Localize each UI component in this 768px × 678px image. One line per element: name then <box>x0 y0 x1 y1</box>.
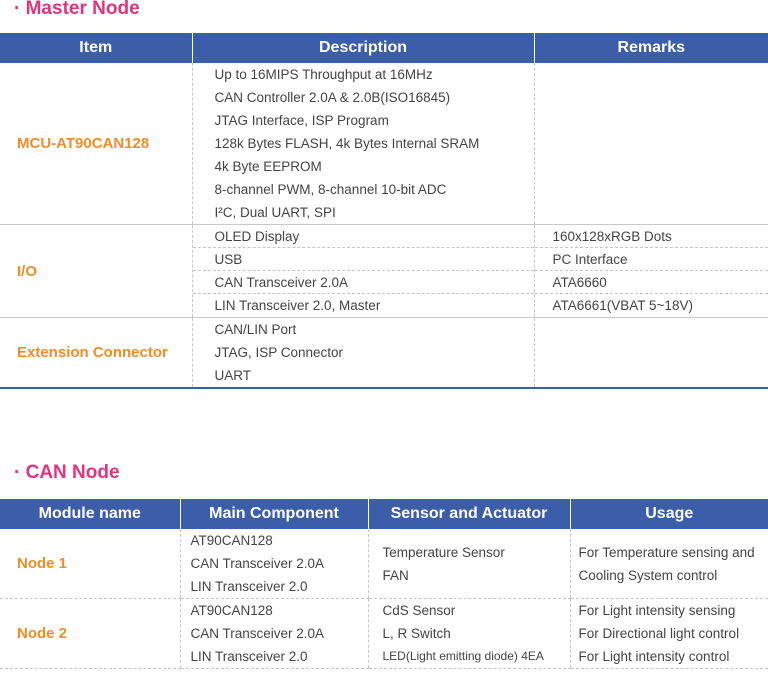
description-cell <box>192 318 534 389</box>
item-io: I/O <box>0 225 192 318</box>
component-line: CAN Transceiver 2.0A <box>190 626 325 641</box>
description-line: JTAG Interface, ISP Program <box>214 113 389 128</box>
can-node-title: · CAN Node <box>14 462 120 483</box>
remark-line: ATA6660 <box>535 271 768 294</box>
master-header-row <box>0 33 768 63</box>
item-extension: Extension Connector <box>0 318 192 389</box>
remarks-cell <box>534 63 768 225</box>
sensor-cell <box>368 529 570 599</box>
description-line: Up to 16MIPS Throughput at 16MHz <box>214 67 433 82</box>
description-line: UART <box>214 368 252 383</box>
component-line: CAN Transceiver 2.0A <box>190 556 325 571</box>
remark-line: 160x128xRGB Dots <box>535 225 768 248</box>
table-row <box>0 318 768 389</box>
master-node-title: · Master Node <box>14 0 140 19</box>
can-node-table <box>0 499 768 669</box>
can-header-row <box>0 499 768 529</box>
header-module-name: Module name <box>0 499 180 529</box>
sensor-line: L, R Switch <box>382 626 451 641</box>
usage-line: For Light intensity control <box>578 649 730 664</box>
description-line: CAN/LIN Port <box>214 322 297 337</box>
description-line: USB <box>193 248 534 271</box>
description-line: 128k Bytes FLASH, 4k Bytes Internal SRAM <box>214 136 480 151</box>
component-cell <box>180 529 368 599</box>
remarks-cell <box>534 225 768 318</box>
sensor-line: LED(Light emitting diode) 4EA <box>382 649 544 663</box>
component-line: AT90CAN128 <box>190 603 273 618</box>
description-line: JTAG, ISP Connector <box>214 345 344 360</box>
component-cell <box>180 599 368 669</box>
header-sensor-actuator: Sensor and Actuator <box>368 499 570 529</box>
header-main-component: Main Component <box>180 499 368 529</box>
table-row <box>0 529 768 599</box>
header-remarks: Remarks <box>534 33 768 63</box>
item-mcu: MCU-AT90CAN128 <box>0 63 192 225</box>
sensor-line: FAN <box>382 567 409 583</box>
component-line: AT90CAN128 <box>190 533 273 548</box>
node-name: Node 1 <box>0 529 180 599</box>
header-description: Description <box>192 33 534 63</box>
component-line: LIN Transceiver 2.0 <box>190 649 308 664</box>
description-line: CAN Transceiver 2.0A <box>193 271 534 294</box>
table-row <box>0 63 768 225</box>
table-row <box>0 225 768 318</box>
remark-line: PC Interface <box>535 248 768 271</box>
header-item: Item <box>0 33 192 63</box>
usage-cell <box>570 529 768 599</box>
table-row <box>0 599 768 669</box>
description-line: OLED Display <box>193 225 534 248</box>
description-line: 4k Byte EEPROM <box>214 159 322 174</box>
usage-line: For Directional light control <box>578 626 740 641</box>
usage-line: For Light intensity sensing <box>578 603 736 618</box>
description-cell <box>192 63 534 225</box>
master-node-table <box>0 33 768 389</box>
sensor-line: CdS Sensor <box>382 603 456 618</box>
remark-line: ATA6661(VBAT 5~18V) <box>552 298 693 313</box>
description-line: 8-channel PWM, 8-channel 10-bit ADC <box>214 182 447 197</box>
description-line: LIN Transceiver 2.0, Master <box>214 298 381 313</box>
usage-cell <box>570 599 768 669</box>
sensor-cell <box>368 599 570 669</box>
usage-line: For Temperature sensing and <box>578 544 755 560</box>
usage-line: Cooling System control <box>578 567 718 583</box>
sensor-line: Temperature Sensor <box>382 544 505 560</box>
remarks-cell <box>534 318 768 389</box>
description-line: I²C, Dual UART, SPI <box>214 205 336 220</box>
component-line: LIN Transceiver 2.0 <box>190 579 308 594</box>
header-usage: Usage <box>570 499 768 529</box>
description-line: CAN Controller 2.0A & 2.0B(ISO16845) <box>214 90 451 105</box>
description-cell <box>192 225 534 318</box>
node-name: Node 2 <box>0 599 180 669</box>
